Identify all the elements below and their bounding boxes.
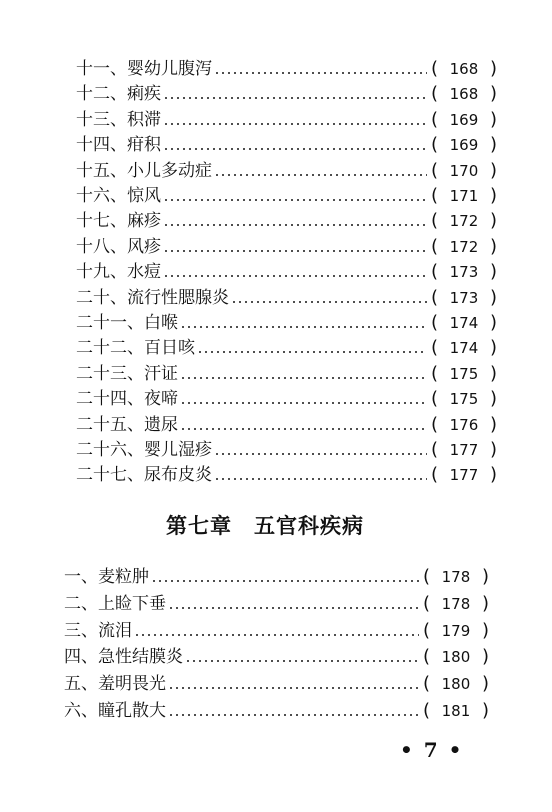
entry-number: 二十一、 (76, 313, 144, 333)
entry-page (431, 133, 497, 157)
entry-title: 百日咳 (144, 338, 195, 358)
paren-open: ( (430, 414, 438, 435)
leader-dots (231, 301, 427, 303)
paren-open: ( (430, 363, 438, 384)
entry-page (431, 209, 497, 233)
entry-page (431, 311, 497, 335)
entry-page (423, 565, 489, 589)
toc-entry (76, 159, 497, 183)
paren-open: ( (422, 673, 430, 694)
entry-number: 二十三、 (76, 364, 144, 384)
entry-page (431, 387, 497, 411)
entry-page-number: 178 (441, 595, 471, 613)
paren-close: ) (489, 261, 497, 282)
toc-entry (64, 619, 489, 643)
entry-number: 五、 (64, 674, 98, 694)
entry-page (431, 362, 497, 386)
entry-number: 四、 (64, 647, 98, 667)
toc-entry (76, 209, 497, 233)
entry-page-number: 169 (449, 136, 479, 154)
leader-dots (180, 377, 427, 379)
paren-open: ( (430, 109, 438, 130)
entry-page-number: 175 (449, 390, 479, 408)
entry-page (431, 108, 497, 132)
toc-entry (76, 133, 497, 157)
leader-dots (185, 660, 419, 662)
entry-title: 水痘 (127, 262, 161, 282)
paren-open: ( (430, 210, 438, 231)
leader-dots (163, 275, 427, 277)
leader-dots (163, 123, 427, 125)
entry-number: 十四、 (76, 135, 127, 155)
paren-close: ) (489, 134, 497, 155)
entry-number: 十八、 (76, 237, 127, 257)
toc-entry (76, 438, 497, 462)
paren-close: ) (481, 620, 489, 641)
entry-number: 一、 (64, 567, 98, 587)
paren-open: ( (430, 160, 438, 181)
entry-title: 夜啼 (144, 389, 178, 409)
entry-title: 白喉 (144, 313, 178, 333)
entry-title: 瞳孔散大 (98, 701, 166, 721)
entry-page-number: 172 (449, 212, 479, 230)
entry-page-number: 172 (449, 238, 479, 256)
entry-page-number: 178 (441, 568, 471, 586)
entry-page (431, 413, 497, 437)
paren-close: ) (481, 646, 489, 667)
paren-close: ) (489, 312, 497, 333)
entry-number: 六、 (64, 701, 98, 721)
paren-close: ) (489, 109, 497, 130)
toc-entry (76, 463, 497, 487)
leader-dots (180, 428, 427, 430)
entry-title: 流行性腮腺炎 (127, 288, 229, 308)
entry-title: 疳积 (127, 135, 161, 155)
entry-number: 二十四、 (76, 389, 144, 409)
entry-title: 急性结膜炎 (98, 647, 183, 667)
leader-dots (168, 687, 419, 689)
leader-dots (180, 402, 427, 404)
paren-close: ) (481, 593, 489, 614)
chapter-label: 第七章 (166, 514, 232, 538)
entry-page-number: 179 (441, 622, 471, 640)
entry-number: 十五、 (76, 161, 127, 181)
paren-open: ( (430, 134, 438, 155)
entry-page (431, 463, 497, 487)
toc-entry (64, 645, 489, 669)
leader-dots (168, 714, 419, 716)
entry-page (431, 184, 497, 208)
paren-close: ) (481, 673, 489, 694)
leader-dots (214, 478, 427, 480)
entry-title: 上睑下垂 (98, 594, 166, 614)
entry-title: 婴儿湿疹 (144, 440, 212, 460)
leader-dots (180, 326, 427, 328)
entry-page-number: 171 (449, 187, 479, 205)
paren-close: ) (489, 337, 497, 358)
entry-title: 流泪 (98, 621, 132, 641)
leader-dots (151, 580, 419, 582)
toc-entry (76, 108, 497, 132)
chapter-heading (0, 510, 530, 540)
paren-close: ) (489, 439, 497, 460)
paren-close: ) (489, 160, 497, 181)
entry-number: 二十五、 (76, 415, 144, 435)
paren-open: ( (430, 185, 438, 206)
entry-title: 遗尿 (144, 415, 178, 435)
entry-page-number: 168 (449, 60, 479, 78)
leader-dots (214, 174, 427, 176)
entry-page-number: 170 (449, 162, 479, 180)
entry-title: 风疹 (127, 237, 161, 257)
entry-page-number: 177 (449, 441, 479, 459)
leader-dots (197, 351, 427, 353)
toc-entry (76, 57, 497, 81)
entry-title: 积滞 (127, 110, 161, 130)
entry-page (431, 82, 497, 106)
entry-page (431, 336, 497, 360)
toc-entry (64, 672, 489, 696)
entry-title: 羞明畏光 (98, 674, 166, 694)
entry-title: 尿布皮炎 (144, 465, 212, 485)
entry-page-number: 181 (441, 702, 471, 720)
paren-open: ( (422, 620, 430, 641)
paren-open: ( (430, 236, 438, 257)
entry-page (423, 699, 489, 723)
paren-open: ( (422, 646, 430, 667)
toc-entry (76, 82, 497, 106)
paren-open: ( (422, 566, 430, 587)
entry-page (423, 592, 489, 616)
paren-close: ) (489, 414, 497, 435)
entry-page-number: 177 (449, 466, 479, 484)
paren-close: ) (489, 236, 497, 257)
leader-dots (163, 224, 427, 226)
toc-entry (76, 362, 497, 386)
toc-entry (76, 286, 497, 310)
paren-close: ) (489, 210, 497, 231)
entry-page-number: 168 (449, 85, 479, 103)
entry-title: 麻疹 (127, 211, 161, 231)
entry-number: 十二、 (76, 84, 127, 104)
paren-close: ) (489, 388, 497, 409)
paren-close: ) (489, 287, 497, 308)
entry-page-number: 174 (449, 339, 479, 357)
paren-close: ) (481, 566, 489, 587)
entry-title: 惊风 (127, 186, 161, 206)
leader-dots (163, 199, 427, 201)
entry-number: 二十六、 (76, 440, 144, 460)
paren-close: ) (489, 363, 497, 384)
leader-dots (163, 97, 427, 99)
entry-number: 十三、 (76, 110, 127, 130)
entry-page-number: 180 (441, 648, 471, 666)
paren-close: ) (489, 464, 497, 485)
entry-page (423, 619, 489, 643)
toc-entry (76, 413, 497, 437)
entry-page (423, 672, 489, 696)
paren-open: ( (430, 337, 438, 358)
paren-open: ( (430, 439, 438, 460)
entry-title: 痢疾 (127, 84, 161, 104)
paren-open: ( (430, 312, 438, 333)
toc-entry (76, 184, 497, 208)
toc-entry (64, 565, 489, 589)
entry-page-number: 169 (449, 111, 479, 129)
page-number: • 7 • (400, 738, 464, 762)
leader-dots (163, 250, 427, 252)
toc-entry (64, 592, 489, 616)
paren-open: ( (430, 287, 438, 308)
entry-page (431, 57, 497, 81)
entry-title: 小儿多动症 (127, 161, 212, 181)
leader-dots (163, 148, 427, 150)
entry-page (423, 645, 489, 669)
entry-page-number: 180 (441, 675, 471, 693)
paren-open: ( (430, 388, 438, 409)
entry-page (431, 438, 497, 462)
leader-dots (214, 453, 427, 455)
entry-page (431, 286, 497, 310)
entry-title: 婴幼儿腹泻 (127, 59, 212, 79)
entry-number: 二十、 (76, 288, 127, 308)
entry-page (431, 159, 497, 183)
toc-entry (76, 260, 497, 284)
toc-entry (64, 699, 489, 723)
entry-number: 十七、 (76, 211, 127, 231)
entry-page-number: 173 (449, 263, 479, 281)
paren-close: ) (481, 700, 489, 721)
entry-page-number: 173 (449, 289, 479, 307)
paren-close: ) (489, 83, 497, 104)
toc-entry (76, 336, 497, 360)
entry-title: 麦粒肿 (98, 567, 149, 587)
toc-entry (76, 311, 497, 335)
entry-number: 十一、 (76, 59, 127, 79)
entry-page-number: 175 (449, 365, 479, 383)
paren-open: ( (422, 700, 430, 721)
entry-number: 十九、 (76, 262, 127, 282)
paren-open: ( (430, 83, 438, 104)
paren-open: ( (430, 464, 438, 485)
entry-number: 二十七、 (76, 465, 144, 485)
paren-close: ) (489, 185, 497, 206)
paren-open: ( (422, 593, 430, 614)
toc-entry (76, 387, 497, 411)
paren-close: ) (489, 58, 497, 79)
entry-number: 二、 (64, 594, 98, 614)
entry-number: 十六、 (76, 186, 127, 206)
leader-dots (134, 634, 419, 636)
paren-open: ( (430, 261, 438, 282)
chapter-name: 五官科疾病 (254, 514, 364, 538)
entry-page-number: 176 (449, 416, 479, 434)
entry-page (431, 260, 497, 284)
entry-number: 三、 (64, 621, 98, 641)
paren-open: ( (430, 58, 438, 79)
entry-page (431, 235, 497, 259)
leader-dots (168, 607, 419, 609)
leader-dots (214, 72, 427, 74)
entry-title: 汗证 (144, 364, 178, 384)
toc-entry (76, 235, 497, 259)
entry-number: 二十二、 (76, 338, 144, 358)
entry-page-number: 174 (449, 314, 479, 332)
